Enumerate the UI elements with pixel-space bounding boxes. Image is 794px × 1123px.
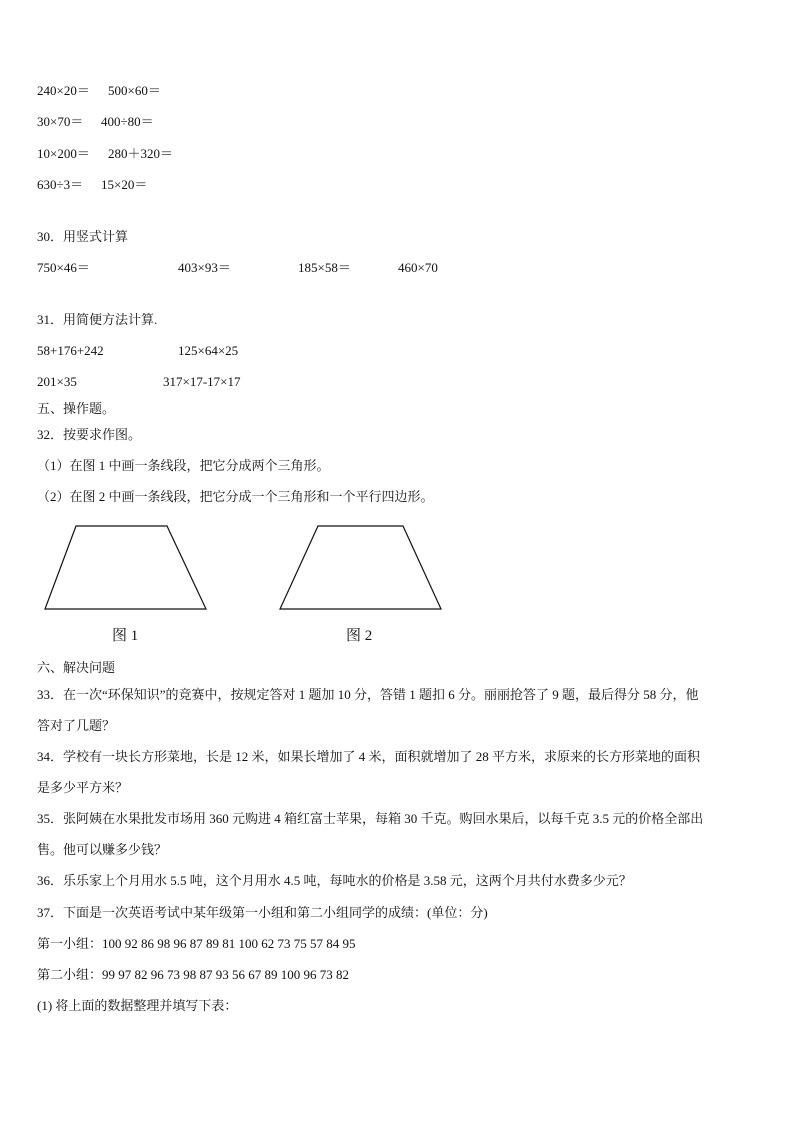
simplify-calc-item: 125×64×25 <box>178 343 239 358</box>
question-32-part-1: （1）在图 1 中画一条线段，把它分成两个三角形。 <box>37 458 330 473</box>
question-37-part-1: (1) 将上面的数据整理并填写下表： <box>37 998 238 1013</box>
vertical-calc-item: 460×70 <box>398 260 438 275</box>
mental-math-item: 15×20＝ <box>101 177 148 192</box>
section-6-heading: 六、解决问题 <box>37 660 116 675</box>
question-34-line-1: 34．学校有一块长方形菜地，长是 12 米，如果长增加了 4 米，面积就增加了 28 平方米，求原来的长方形菜地的面积 <box>37 749 701 764</box>
question-32-title: 32．按要求作图。 <box>37 427 142 442</box>
question-36: 36．乐乐家上个月用水 5.5 吨，这个月用水 4.5 吨，每吨水的价格是 3.58 元，这两个月共付水费多少元？ <box>37 873 632 888</box>
group-2-scores: 第二小组：99 97 82 96 73 98 87 93 56 67 89 100 96 73 82 <box>37 967 350 982</box>
mental-math-item: 630÷3＝ <box>37 177 84 192</box>
mental-math-item: 280＋320＝ <box>108 146 174 161</box>
question-30-title: 30．用竖式计算 <box>37 229 129 244</box>
question-33-line-1: 33．在一次“环保知识”的竞赛中，按规定答对 1 题加 10 分，答错 1 题扣 6 分。丽丽抢答了 9 题，最后得分 58 分，他 <box>37 687 699 702</box>
question-31-title: 31．用简便方法计算. <box>37 312 158 327</box>
mental-math-item: 400÷80＝ <box>101 114 154 129</box>
mental-math-item: 30×70＝ <box>37 114 84 129</box>
mental-math-item: 240×20＝ <box>37 83 90 98</box>
vertical-calc-item: 750×46＝ <box>37 260 90 275</box>
simplify-calc-item: 201×35 <box>37 374 77 389</box>
simplify-calc-item: 58+176+242 <box>37 343 104 358</box>
section-5-heading: 五、操作题。 <box>37 401 116 416</box>
figure-2-trapezoid <box>279 525 443 611</box>
mental-math-item: 10×200＝ <box>37 146 90 161</box>
mental-math-item: 500×60＝ <box>108 83 161 98</box>
vertical-calc-item: 403×93＝ <box>178 260 231 275</box>
question-37: 37．下面是一次英语考试中某年级第一小组和第二小组同学的成绩：(单位：分) <box>37 905 488 920</box>
figure-1-caption: 图 1 <box>112 628 139 644</box>
question-33-line-2: 答对了几题？ <box>37 718 116 733</box>
question-32-part-2: （2）在图 2 中画一条线段，把它分成一个三角形和一个平行四边形。 <box>37 489 434 504</box>
simplify-calc-item: 317×17-17×17 <box>163 374 241 389</box>
vertical-calc-item: 185×58＝ <box>298 260 351 275</box>
figure-2-caption: 图 2 <box>346 628 373 644</box>
question-35-line-2: 售。他可以赚多少钱？ <box>37 842 168 857</box>
question-35-line-1: 35．张阿姨在水果批发市场用 360 元购进 4 箱红富士苹果，每箱 30 千克。购回水果后，以每千克 3.5 元的价格全部出 <box>37 811 704 826</box>
figure-1-trapezoid <box>44 525 208 611</box>
question-34-line-2: 是多少平方米？ <box>37 780 129 795</box>
group-1-scores: 第一小组：100 92 86 98 96 87 89 81 100 62 73 75 57 84 95 <box>37 936 356 951</box>
